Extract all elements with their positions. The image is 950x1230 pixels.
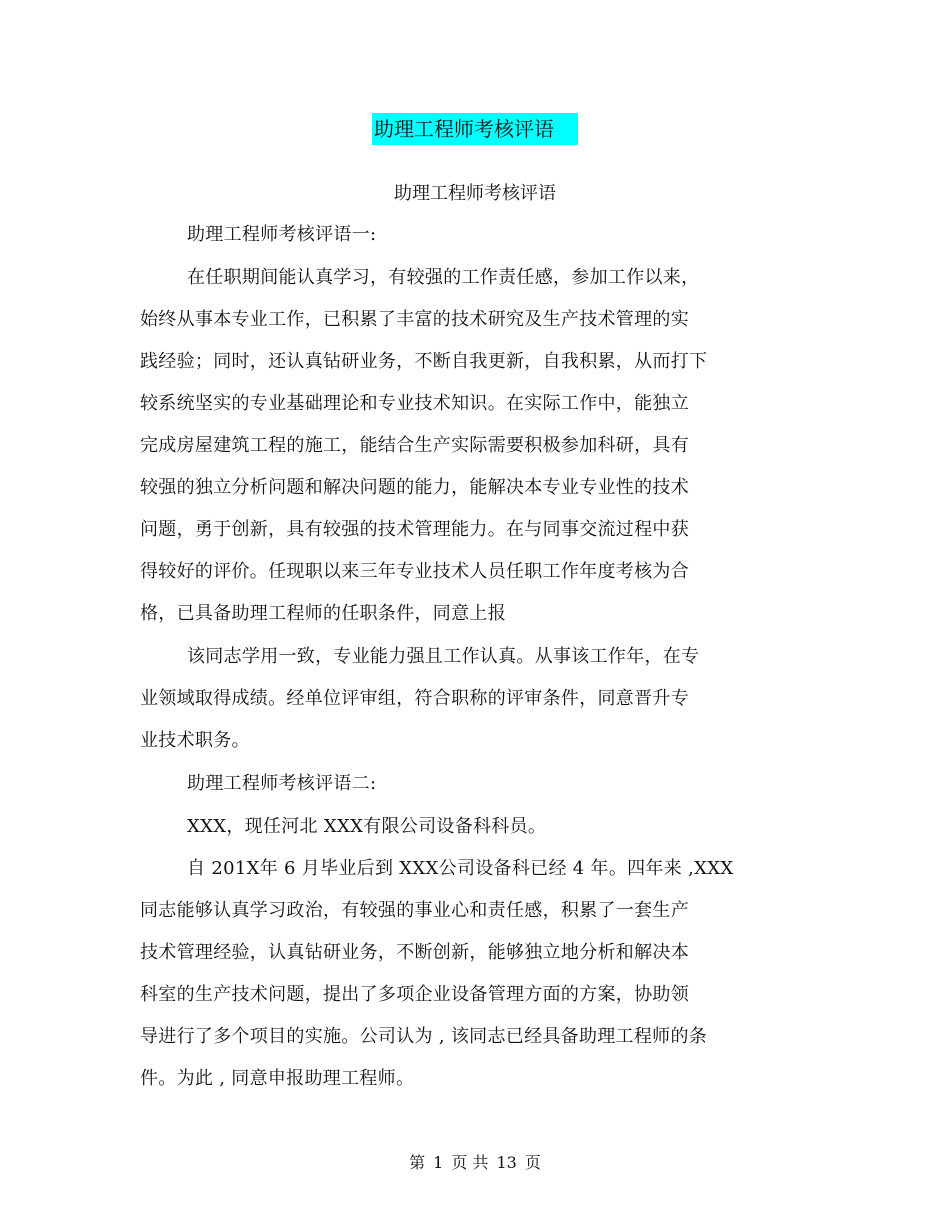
paragraph-line: 较强的独立分析问题和解决问题的能力，能解决本专业专业性的技术 <box>140 477 689 498</box>
paragraph-line: 技术管理经验，认真钻研业务，不断创新，能够独立地分析和解决本 <box>140 942 689 963</box>
document-subtitle: 助理工程师考核评语 <box>394 183 556 204</box>
paragraph-line: 该同志学用一致，专业能力强且工作认真。从事该工作年，在专 <box>187 646 700 667</box>
paragraph-line: 得较好的评价。任现职以来三年专业技术人员任职工作年度考核为合 <box>140 561 689 582</box>
section-heading-2: 助理工程师考核评语二: <box>187 773 377 794</box>
paragraph-line: 问题，勇于创新，具有较强的技术管理能力。在与同事交流过程中获 <box>140 519 689 540</box>
title-container <box>0 113 950 145</box>
paragraph-line: 科室的生产技术问题，提出了多项企业设备管理方面的方案，协助领 <box>140 984 689 1005</box>
paragraph-line: XXX，现任河北 XXX有限公司设备科科员。 <box>187 816 547 837</box>
page-label-mid: 页 共 <box>451 1153 489 1172</box>
paragraph-line: 导进行了多个项目的实施。公司认为 , 该同志已经具备助理工程师的条 <box>140 1026 708 1047</box>
paragraph-line: 较系统坚实的专业基础理论和专业技术知识。在实际工作中，能独立 <box>140 393 689 414</box>
page-footer <box>0 1150 950 1176</box>
paragraph-line: 自 201X年 6 月毕业后到 XXX公司设备科已经 4 年。四年来 ,XXX <box>187 858 734 879</box>
page-label-prefix: 第 <box>409 1153 426 1172</box>
paragraph-line: 件。为此 , 同意申报助理工程师。 <box>140 1068 415 1089</box>
paragraph-line: 格，已具备助理工程师的任职条件，同意上报 <box>140 603 506 624</box>
section-heading-1: 助理工程师考核评语一: <box>187 224 377 245</box>
page-total: 13 <box>496 1153 517 1172</box>
document-title: 助理工程师考核评语 <box>372 113 578 145</box>
page-number: 1 <box>433 1153 444 1172</box>
paragraph-line: 完成房屋建筑工程的施工，能结合生产实际需要积极参加科研，具有 <box>140 435 689 456</box>
paragraph-line: 始终从事本专业工作，已积累了丰富的技术研究及生产技术管理的实 <box>140 309 689 330</box>
paragraph-line: 践经验；同时，还认真钻研业务，不断自我更新，自我积累，从而打下 <box>140 351 708 372</box>
paragraph-line: 同志能够认真学习政治，有较强的事业心和责任感，积累了一套生产 <box>140 900 689 921</box>
paragraph-line: 业技术职务。 <box>140 730 250 751</box>
paragraph-line: 业领域取得成绩。经单位评审组，符合职称的评审条件，同意晋升专 <box>140 688 689 709</box>
paragraph-line: 在任职期间能认真学习，有较强的工作责任感，参加工作以来， <box>187 267 700 288</box>
page-label-suffix: 页 <box>524 1153 541 1172</box>
